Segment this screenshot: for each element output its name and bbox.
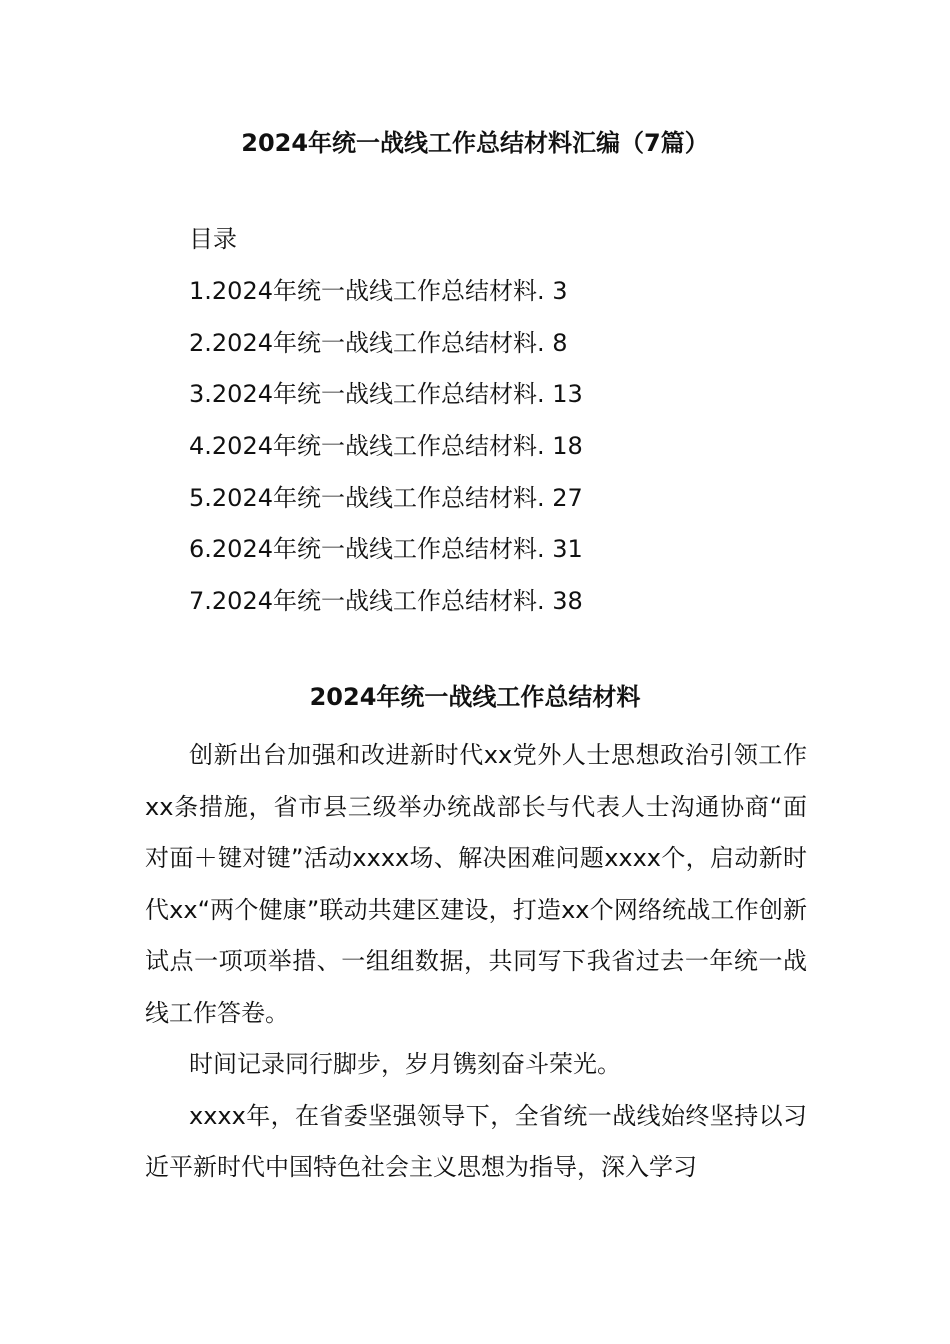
toc-item-6[interactable]: 6.2024年统一战线工作总结材料. 31 bbox=[189, 535, 583, 564]
toc-item-1[interactable]: 1.2024年统一战线工作总结材料. 3 bbox=[189, 277, 568, 305]
toc-item-5[interactable]: 5.2024年统一战线工作总结材料. 27 bbox=[189, 483, 583, 512]
document-title: 2024年统一战线工作总结材料汇编（7篇） bbox=[241, 129, 709, 157]
toc-heading: 目录 bbox=[189, 225, 237, 253]
paragraph: xxxx年，在省委坚强领导下，全省统一战线始终坚持以习近平新时代中国特色社会主义思想为指导，深入学习 bbox=[145, 1101, 807, 1181]
toc-item-3[interactable]: 3.2024年统一战线工作总结材料. 13 bbox=[189, 380, 583, 409]
paragraph: 创新出台加强和改进新时代xx党外人士思想政治引领工作xx条措施，省市县三级举办统战部长与代表人士沟通协商“面对面＋键对键”活动xxxx场、解决困难问题xxxx个，启动新时代xx“两个健康”联动共建区建设，打造xx个网络统战工作创新试点一项项举措、一组组数据，共同写下我省过去一年统一战线工作答卷。 bbox=[145, 741, 807, 1027]
section-title: 2024年统一战线工作总结材料 bbox=[309, 683, 641, 711]
paragraph: 时间记录同行脚步，岁月镌刻奋斗荣光。 bbox=[189, 1050, 621, 1078]
table-of-contents bbox=[189, 220, 809, 634]
section-body bbox=[145, 730, 807, 1194]
toc-item-7[interactable]: 7.2024年统一战线工作总结材料. 38 bbox=[189, 587, 583, 616]
toc-item-2[interactable]: 2.2024年统一战线工作总结材料. 8 bbox=[189, 328, 568, 357]
toc-list bbox=[189, 272, 809, 634]
toc-item-4[interactable]: 4.2024年统一战线工作总结材料. 18 bbox=[189, 432, 583, 461]
